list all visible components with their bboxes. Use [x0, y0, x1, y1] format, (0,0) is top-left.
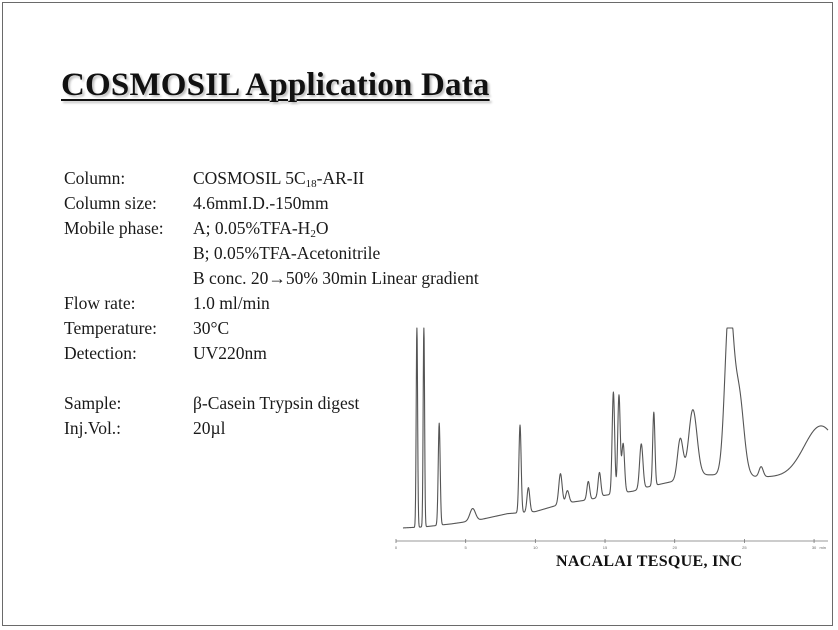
- mobile-b-value: B; 0.05%TFA-Acetonitrile: [193, 243, 381, 263]
- chromatogram-svg: [391, 325, 833, 555]
- x-tick-label-2: 10: [533, 545, 538, 550]
- sample-value: β-Casein Trypsin digest: [193, 393, 360, 413]
- size-label: Column size:: [64, 193, 157, 213]
- temp-label: Temperature:: [64, 318, 158, 338]
- x-tick-label-5: 25: [742, 545, 747, 550]
- chromatogram-trace: [403, 328, 828, 528]
- x-tick-label-3: 15: [602, 545, 608, 550]
- x-tick-label-4: 20: [672, 545, 677, 550]
- sample-label: Sample:: [64, 393, 122, 413]
- x-tick-label-0: 0: [394, 545, 398, 550]
- temp-value: 30°C: [193, 318, 230, 338]
- detection-value: UV220nm: [193, 343, 267, 363]
- gradient-value: B conc. 20→50% 30min Linear gradient: [193, 268, 479, 288]
- chromatogram-chart: [391, 325, 833, 555]
- mobile-label: Mobile phase:: [64, 218, 164, 238]
- x-axis-unit-label: min: [819, 545, 826, 550]
- flow-label: Flow rate:: [64, 293, 136, 313]
- injvol-label: Inj.Vol.:: [64, 418, 122, 438]
- spec-row-size: [64, 191, 479, 216]
- flow-value: 1.0 ml/min: [193, 293, 270, 313]
- detection-label: Detection:: [64, 343, 137, 363]
- mobile-a-value: A; $0.05\%TFA-H_2O$: [193, 218, 329, 240]
- spec-row-mobile-b: [64, 241, 479, 266]
- spec-row-mobile: [64, 216, 479, 241]
- slide-title: COSMOSIL Application Data: [61, 67, 490, 103]
- injvol-value: 20µl: [193, 418, 226, 438]
- spec-row-column: [64, 166, 479, 191]
- column-value: COSMOSIL $5C_{18}-AR-II$: [193, 168, 365, 190]
- spec-row-flow: [64, 291, 479, 316]
- slide: [2, 2, 833, 626]
- x-tick-label-6: 30: [811, 545, 817, 550]
- column-label: Column:: [64, 168, 126, 188]
- spec-row-gradient: [64, 266, 479, 291]
- footer-company: NACALAI TESQUE, INC: [556, 553, 743, 570]
- size-value: 4.6mmI.D.-150mm: [193, 193, 329, 213]
- x-tick-label-1: 5: [464, 545, 467, 550]
